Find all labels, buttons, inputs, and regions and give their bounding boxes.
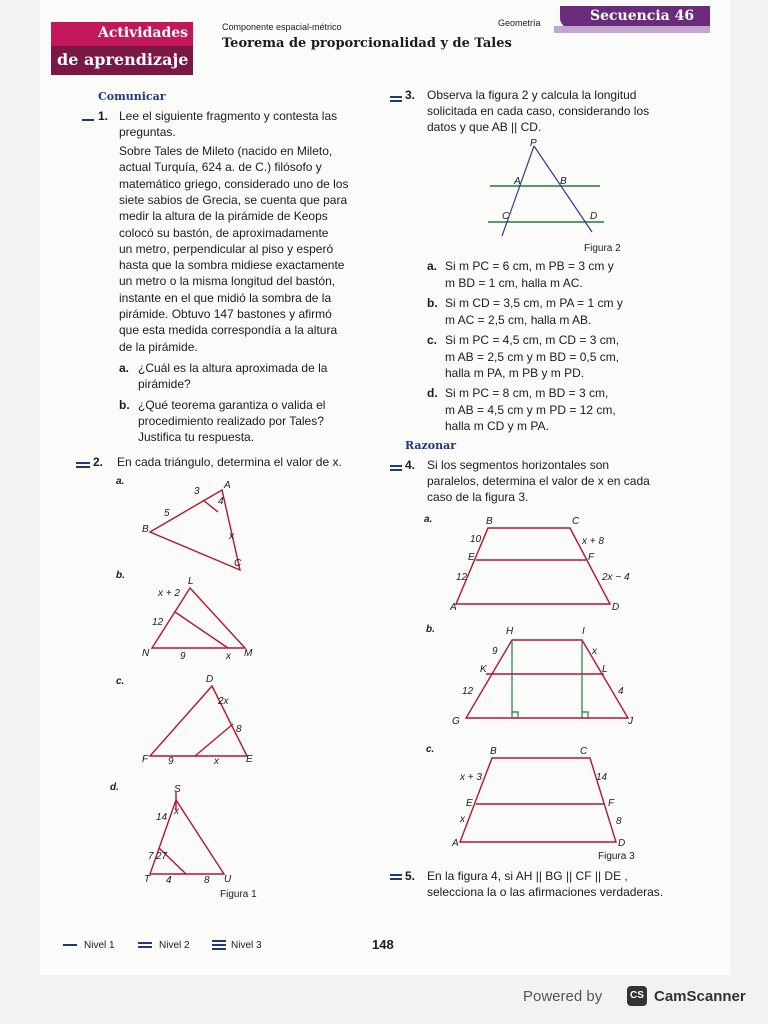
figure-2 — [480, 136, 620, 246]
section-comunicar: Comunicar — [98, 90, 166, 103]
question-1-number: 1. — [98, 109, 109, 123]
tri-d-27: 27 — [156, 851, 168, 862]
tri-d-x: x — [174, 806, 179, 817]
passage-line: actual Turquía, 624 a. de C.) filósofo y — [119, 160, 322, 175]
fig3c-C: C — [580, 746, 588, 757]
question-3-line-2: solicitada en cada caso, considerando los — [427, 104, 650, 118]
sequence-banner-stripe — [554, 26, 710, 33]
figure-1 — [100, 470, 300, 910]
question-3-item-line: Si m PC = 6 cm, m PB = 3 cm y — [445, 259, 614, 273]
level-2-marker — [138, 942, 152, 944]
trapezoid-b — [466, 640, 628, 718]
fig3b-G: G — [452, 716, 460, 727]
fig3a-xp8: x + 8 — [582, 536, 604, 547]
question-3-item-line: Si m PC = 4,5 cm, m CD = 3 cm, — [445, 333, 620, 347]
question-1b-line-2: procedimiento realizado por Tales? — [138, 414, 324, 428]
question-1a-line-2: pirámide? — [138, 377, 191, 391]
fig3c-B: B — [490, 746, 497, 757]
question-3-number: 3. — [405, 88, 416, 102]
passage-line: hasta que la sombra midiese exactamente — [119, 258, 345, 273]
figure-3 — [420, 508, 660, 868]
question-2-number: 2. — [93, 455, 104, 469]
fig3b-I: I — [582, 626, 585, 637]
question-3-item-line: m AB = 2,5 cm y m BD = 0,5 cm, — [445, 349, 620, 364]
question-3-item-line: m AC = 2,5 cm, halla m AB. — [445, 312, 592, 327]
question-2-text: En cada triángulo, determina el valor de x. — [117, 455, 342, 469]
question-4-line-3: caso de la figura 3. — [427, 490, 529, 504]
question-4-line-1: Si los segmentos horizontales son — [427, 458, 610, 472]
right-angle-icon — [582, 712, 588, 718]
fig3-c-label: c. — [426, 744, 435, 755]
fig3b-J: J — [628, 716, 633, 727]
triangle-a — [150, 490, 240, 570]
fig3b-4: 4 — [618, 686, 624, 697]
banner-aprendizaje: de aprendizaje — [57, 50, 189, 69]
tri-b-N: N — [142, 648, 150, 659]
tri-a-4: 4 — [218, 496, 224, 507]
tri-c-F: F — [142, 754, 149, 765]
passage-line: pirámide. Obtuvo 147 bastones y afirmó — [119, 307, 332, 321]
question-1a-line-1: ¿Cuál es la altura aproximada de la — [138, 361, 328, 375]
right-angle-icon — [512, 712, 518, 718]
level-1-marker — [63, 944, 77, 946]
tri-d-14: 14 — [156, 812, 168, 823]
question-1-line-2: preguntas. — [119, 125, 176, 139]
level-marker — [390, 96, 402, 98]
tri-b-x: x — [226, 651, 231, 662]
passage-line: que esta medida correspondía a la altura — [119, 323, 338, 338]
camscanner-logo-icon: CS — [627, 986, 647, 1006]
tri-b-12: 12 — [152, 617, 164, 628]
tri-d-7: 7 — [148, 851, 154, 862]
banner-actividades: Actividades — [98, 25, 189, 41]
question-3-item-line: m BD = 1 cm, halla m AC. — [445, 275, 583, 290]
section-razonar: Razonar — [405, 439, 457, 452]
level-marker — [82, 119, 94, 121]
passage-line: siete sabios de Grecia, se cuenta que para — [119, 192, 348, 207]
fig3a-10: 10 — [470, 534, 482, 545]
triangle-c-parallel — [195, 724, 233, 756]
sequence-number: Secuencia 46 — [590, 8, 695, 24]
fig3-a-label: a. — [424, 514, 433, 525]
question-3-item-label: c. — [427, 333, 438, 347]
fig3c-8: 8 — [616, 816, 622, 827]
fig3c-xp3: x + 3 — [460, 772, 482, 783]
tri-d-T: T — [144, 874, 151, 885]
tri-d-U: U — [224, 874, 232, 885]
tri-a-5: 5 — [164, 508, 170, 519]
question-5-line-1: En la figura 4, si AH || BG || CF || DE , — [427, 869, 628, 883]
question-3-item-label: a. — [427, 259, 438, 273]
line-pd — [534, 146, 592, 232]
fig2-B: B — [560, 176, 567, 187]
subject-label: Geometría — [498, 18, 541, 28]
fig-c-label: c. — [116, 676, 125, 687]
fig3c-F: F — [608, 798, 615, 809]
tri-a-A: A — [224, 480, 231, 491]
nivel-3: Nivel 3 — [231, 940, 262, 951]
question-1-line-1: Lee el siguiente fragmento y contesta las — [119, 109, 338, 123]
camscanner-text: CamScanner — [654, 988, 746, 1005]
question-3-item-label: b. — [427, 296, 438, 310]
tri-a-C: C — [234, 558, 242, 569]
tri-b-xp2: x + 2 — [158, 588, 180, 599]
question-3-item-label: d. — [427, 386, 438, 400]
fig2-P: P — [530, 138, 537, 149]
question-3-line-1: Observa la figura 2 y calcula la longitud — [427, 88, 637, 102]
tri-b-L: L — [188, 576, 194, 587]
fig3a-D: D — [612, 602, 620, 613]
passage-line: Sobre Tales de Mileto (nacido en Mileto, — [119, 144, 333, 158]
fig2-C: C — [502, 211, 510, 222]
triangle-b-parallel — [175, 612, 228, 648]
level-marker — [390, 878, 402, 880]
trapezoid-c — [460, 758, 616, 842]
fig3a-A: A — [450, 602, 457, 613]
question-3-item-line: m AB = 4,5 cm y m PD = 12 cm, — [445, 402, 616, 417]
fig3a-C: C — [572, 516, 580, 527]
passage-line: colocó su bastón, de aproximadamente — [119, 225, 329, 240]
fig-a-label: a. — [116, 476, 125, 487]
question-1a-label: a. — [119, 361, 130, 375]
level-3-marker — [212, 948, 226, 950]
fig3c-A: A — [452, 838, 459, 849]
level-marker — [390, 874, 402, 876]
question-3-item-line: Si m CD = 3,5 cm, m PA = 1 cm y — [445, 296, 623, 310]
tri-c-2x: 2x — [218, 696, 229, 707]
fig3c-x: x — [460, 814, 465, 825]
fig3b-12: 12 — [462, 686, 474, 697]
fig3b-H: H — [506, 626, 514, 637]
triangle-c — [150, 686, 247, 756]
passage-line: un metro o la misma longitud del bastón, — [119, 274, 336, 289]
question-5-line-2: selecciona la o las afirmaciones verdaderas. — [427, 885, 664, 899]
component-label: Componente espacial-métrico — [222, 22, 342, 32]
fig3a-12: 12 — [456, 572, 468, 583]
figure-2-caption: Figura 2 — [584, 243, 621, 254]
fig3a-E: E — [468, 552, 475, 563]
fig2-D: D — [590, 211, 598, 222]
fig2-A: A — [514, 176, 521, 187]
tri-a-B: B — [142, 524, 149, 535]
question-1b-line-1: ¿Qué teorema garantiza o valida el — [138, 398, 326, 412]
tri-b-9: 9 — [180, 651, 186, 662]
level-marker — [76, 466, 90, 468]
question-4-number: 4. — [405, 458, 416, 472]
tri-d-4: 4 — [166, 875, 172, 886]
page-title: Teorema de proporcionalidad y de Tales — [222, 36, 512, 51]
tri-c-E: E — [246, 754, 253, 765]
tri-c-8: 8 — [236, 724, 242, 735]
fig3b-K: K — [480, 664, 487, 675]
level-marker — [390, 469, 402, 471]
fig3a-B: B — [486, 516, 493, 527]
fig3a-F: F — [588, 552, 595, 563]
level-3-marker — [212, 940, 226, 942]
tri-c-9: 9 — [168, 756, 174, 767]
nivel-2: Nivel 2 — [159, 940, 190, 951]
figure-1-caption: Figura 1 — [220, 889, 257, 900]
tri-c-x: x — [214, 756, 219, 767]
fig3b-9: 9 — [492, 646, 498, 657]
powered-by-text: Powered by — [523, 988, 603, 1005]
question-1b-line-3: Justifica tu respuesta. — [138, 430, 255, 444]
question-3-line-3: datos y que AB || CD. — [427, 120, 542, 134]
tri-a-3: 3 — [194, 486, 200, 497]
fig3b-x: x — [592, 646, 597, 657]
question-3-item-line: halla m PA, m PB y m PD. — [445, 366, 585, 380]
nivel-1: Nivel 1 — [84, 940, 115, 951]
level-marker — [390, 100, 402, 102]
triangle-a-parallel — [203, 500, 218, 512]
level-3-marker — [212, 944, 226, 946]
question-3-item-line: Si m PC = 8 cm, m BD = 3 cm, — [445, 386, 609, 400]
figure-3-caption: Figura 3 — [598, 851, 635, 862]
passage-line: medir la altura de la pirámide de Keops — [119, 209, 328, 224]
page-number: 148 — [372, 937, 394, 952]
question-1b-label: b. — [119, 398, 130, 412]
question-4-line-2: paralelos, determina el valor de x en cada — [427, 474, 650, 488]
level-2-marker — [138, 946, 152, 948]
fig3c-E: E — [466, 798, 473, 809]
fig3b-L: L — [602, 664, 608, 675]
tri-d-S: S — [174, 784, 181, 795]
fig-d-label: d. — [110, 782, 119, 793]
passage-line: un metro, perpendicular al piso y esperó — [119, 241, 334, 256]
fig3c-D: D — [618, 838, 626, 849]
level-marker — [76, 462, 90, 464]
tri-b-M: M — [244, 648, 253, 659]
tri-d-8: 8 — [204, 875, 210, 886]
fig3a-2x4: 2x − 4 — [602, 572, 630, 583]
passage-line: instante en el que midió la sombra de la — [119, 290, 332, 305]
question-3-item-line: halla m CD y m PA. — [445, 419, 549, 433]
fig3-b-label: b. — [426, 624, 435, 635]
fig3c-14: 14 — [596, 772, 608, 783]
passage-line: matemático griego, considerado uno de los — [119, 176, 349, 191]
tri-c-D: D — [206, 674, 214, 685]
tri-a-x: x — [229, 531, 234, 542]
fig-b-label: b. — [116, 570, 125, 581]
level-marker — [390, 465, 402, 467]
passage-line: de la pirámide. — [119, 339, 198, 354]
question-5-number: 5. — [405, 869, 416, 883]
